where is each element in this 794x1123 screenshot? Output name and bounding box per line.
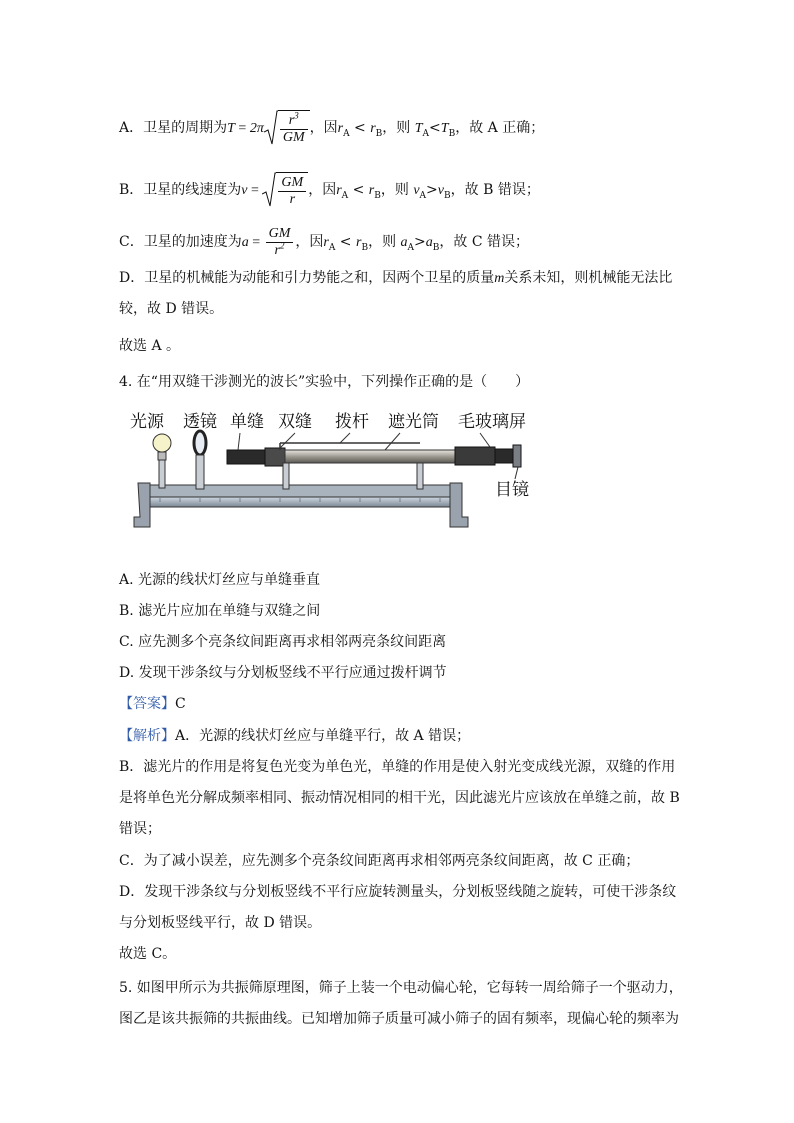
q4-conclusion: 故选 C。 [119,946,177,962]
sub: B [374,190,381,201]
text: ，因 [308,182,337,198]
sub: B [375,128,383,139]
q4-option-b: B. 滤光片应加在单缝与双缝之间 [119,603,321,619]
q3-option-d-line2: 较，故 D 错误。 [119,301,224,317]
var: r [336,183,342,198]
fraction-num: GM [266,226,294,243]
var: r [323,235,329,250]
exponent: 2 [279,240,285,251]
var: a [400,235,408,250]
sub: A [422,128,430,139]
sub: A [419,190,427,201]
q3-option-d-line1 [119,268,672,289]
var: T [440,121,449,136]
text: ，故 C 错误； [439,234,530,250]
sub: A [407,242,415,253]
text: ，则 [368,234,401,250]
op: < [429,120,441,136]
q5-line1: 5. 如图甲所示为共振筛原理图，筛子上装一个电动偏心轮，它每转一周给筛子一个驱动力， [119,980,683,996]
sqrt [264,110,310,147]
sub: A [343,128,350,139]
text: ，则 [382,120,415,136]
q3-option-b [119,172,540,208]
fraction [280,109,308,146]
q4-analysis-a [119,726,470,746]
label-lens: 透镜 [183,412,217,432]
label-tube: 遮光筒 [388,412,439,432]
q4-analysis-b2: 是将单色光分解成频率相同、振动情况相同的相干光，因此滤光片应该放在单缝之前，故 B [119,790,680,806]
q3-option-c [119,225,529,259]
q4-option-d: D. 发现干涉条纹与分划板竖线不平行应通过拨杆调节 [119,665,447,681]
text: D．卫星的机械能为动能和引力势能之和，因两个卫星的质量 [119,270,495,286]
q4-analysis-b1: B．滤光片的作用是将复色光变为单色光，单缝的作用是使入射光变成线光源，双缝的作用 [119,759,676,775]
sqrt [262,172,308,209]
formula-coef: 2π [249,121,264,136]
label-screen: 毛玻璃屏 [458,412,526,432]
var: v [413,183,420,198]
label-lever: 拨杆 [335,412,369,432]
var: T [414,121,423,136]
sub: A [341,190,349,201]
label-single-slit: 单缝 [230,412,264,432]
apparatus-diagram [120,405,540,540]
optical-bench [134,483,468,527]
q4-analysis-b3: 错误； [119,821,161,837]
q5-line2: 图乙是该共振筛的共振曲线。已知增加筛子质量可减小筛子的固有频率，现偏心轮的频率为 [119,1011,679,1027]
op: < [348,182,369,198]
label-eyepiece: 目镜 [495,480,529,500]
q4-analysis-d1: D．发现干涉条纹与分划板竖线不平行应旋转测量头，分划板竖线随之旋转，可使干涉条纹 [119,884,677,900]
sub: B [432,242,440,253]
light-bulb-icon [153,434,171,488]
text: ，因 [295,234,324,250]
q3-a-prefix: A．卫星的周期为 [119,120,228,136]
sub: A [328,242,336,253]
fraction-num: GM [278,175,306,192]
var: r [370,121,376,136]
q4-option-a: A. 光源的线状灯丝应与单缝垂直 [119,572,321,588]
sqrt-sign-icon [262,172,276,208]
text: ，故 A 正确； [455,120,545,136]
sub: B [444,190,451,201]
var: r [337,121,344,136]
text: A．光源的线状灯丝应与单缝平行，故 A 错误； [175,728,471,744]
op: > [414,234,426,250]
period-formula: T = 2π $\frac{r^3}{GM}$ [227,121,310,136]
formula-lhs: a [241,235,249,250]
acceleration-formula: a = $\frac{GM}{r^2}$ [242,235,296,250]
light-shield-tube [227,443,521,489]
answer-tag: 【答案】 [119,696,175,712]
text: 关系未知，则机械能无法比 [504,270,673,286]
fraction [278,175,306,208]
var: v [437,183,444,198]
text: ，则 [380,182,414,198]
fraction-den: GM [282,129,305,145]
op: > [426,182,438,198]
double-slit-apparatus-figure [120,405,540,540]
label-double-slit: 双缝 [278,412,312,432]
q3-c-prefix: C．卫星的加速度为 [119,234,242,250]
formula-lhs: v [241,183,248,198]
fraction-den: r [289,191,296,207]
formula-lhs: T [227,121,235,136]
sub: B [448,128,456,139]
q3-conclusion: 故选 A 。 [119,338,181,354]
fraction-num: r [288,112,295,128]
var: r [368,183,375,198]
exponent: 3 [294,109,299,120]
var: a [425,235,433,250]
answer-value: C [175,696,186,712]
var: m [494,271,505,286]
lens-icon [194,431,206,489]
q3-a-reason: ，因 [309,120,338,136]
label-light-source: 光源 [130,412,164,432]
op: < [335,234,356,250]
analysis-tag: 【解析】 [119,728,175,744]
q4-answer [119,694,186,714]
var: r [356,235,362,250]
op: < [349,120,371,136]
sqrt-sign-icon [264,110,278,146]
q3-option-a [119,110,544,146]
q4-analysis-c: C．为了减小误差，应先测多个亮条纹间距离再求相邻两亮条纹间距离，故 C 正确； [119,853,640,869]
text: ，故 B 错误； [450,182,540,198]
q4-analysis-d2: 与分划板竖线平行，故 D 错误。 [119,915,322,931]
q4-option-c: C. 应先测多个亮条纹间距离再求相邻两亮条纹间距离 [119,634,447,650]
fraction [266,226,294,259]
q3-b-prefix: B．卫星的线速度为 [119,182,242,198]
fraction-den: r [274,243,280,259]
velocity-formula: v = $\frac{GM}{r}$ [241,183,308,198]
sub: B [361,242,369,253]
q4-stem: 4. 在“用双缝干涉测光的波长”实验中，下列操作正确的是（ ） [119,374,530,390]
